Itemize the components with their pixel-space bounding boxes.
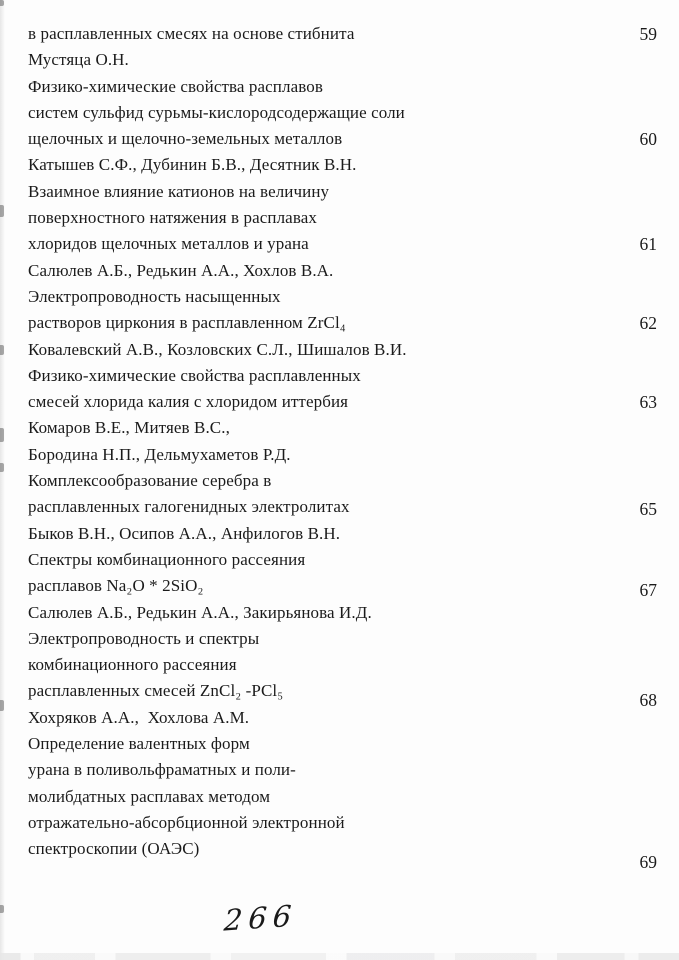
toc-entry-text: растворов циркония в расплавленном ZrCl₄ [28, 313, 346, 333]
scan-smudge [0, 463, 4, 472]
toc-row [28, 363, 657, 389]
toc-row [28, 74, 657, 100]
toc-row [28, 415, 657, 441]
table-of-contents [28, 21, 657, 873]
scan-smudge [0, 428, 4, 442]
toc-page-number: 65 [639, 499, 657, 520]
toc-row [28, 231, 657, 257]
toc-entry-text: Взаимное влияние катионов на величину [28, 181, 330, 201]
toc-row [28, 573, 657, 599]
handwritten-folio-number: 266 [222, 898, 299, 938]
scan-smudge [0, 700, 4, 711]
toc-row [28, 836, 657, 873]
toc-entry-text: отражательно-абсорбционной электронной [28, 812, 345, 832]
toc-entry-text: Салюлев А.Б., Редькин А.А., Хохлов В.А. [28, 260, 334, 280]
toc-entry-text: Физико-химические свойства расплавленных [28, 365, 361, 385]
toc-entry-text: молибдатных расплавах методом [28, 786, 271, 806]
toc-row [28, 468, 657, 494]
toc-page-number: 67 [639, 580, 657, 601]
toc-entry-text: поверхностного натяжения в расплавах [28, 208, 317, 228]
toc-row [28, 47, 657, 73]
toc-entry-text: Спектры комбинационного рассеяния [28, 549, 306, 569]
toc-page-number: 60 [639, 129, 657, 150]
toc-row [28, 705, 657, 731]
scan-smudge [0, 205, 4, 217]
toc-entry-text: смесей хлорида калия с хлоридом иттербия [28, 392, 349, 412]
toc-entry-text: Комаров В.Е., Митяев В.С., [28, 418, 230, 438]
toc-entry-text: расплавленных галогенидных электролитах [28, 497, 350, 517]
toc-row [28, 810, 657, 836]
toc-entry-text: в расплавленных смесях на основе стибнита [28, 24, 355, 43]
toc-row [28, 205, 657, 231]
toc-row [28, 547, 657, 573]
toc-row [28, 284, 657, 310]
toc-page-number: 68 [639, 690, 657, 711]
toc-entry-text: хлоридов щелочных металлов и урана [28, 234, 309, 254]
toc-entry-text: Ковалевский А.В., Козловских С.Л., Шишалов В.И. [28, 339, 407, 359]
toc-entry-text: систем сульфид сурьмы-кислородсодержащие соли [28, 102, 405, 122]
toc-entry-text: Определение валентных форм [28, 734, 250, 754]
toc-row [28, 600, 657, 626]
toc-entry-text: Комплексообразование серебра в [28, 471, 272, 491]
toc-row [28, 784, 657, 810]
toc-row [28, 678, 657, 711]
toc-row [28, 652, 657, 678]
scan-smudge [0, 0, 4, 6]
toc-entry-text: Физико-химические свойства расплавов [28, 76, 323, 96]
toc-page-number: 69 [639, 852, 657, 873]
toc-page-number: 62 [639, 313, 657, 334]
toc-row [28, 310, 657, 336]
toc-row [28, 179, 657, 205]
toc-page-number: 61 [639, 234, 657, 255]
toc-entry-text: Салюлев А.Б., Редькин А.А., Закирьянова И.Д. [28, 602, 372, 622]
scan-smudge [0, 345, 4, 355]
toc-row [28, 626, 657, 652]
toc-entry-text: Мустяца О.Н. [28, 50, 129, 70]
toc-row [28, 494, 657, 520]
toc-entry-text: Хохряков А.А., Хохлова А.М. [28, 707, 250, 727]
toc-page-number: 63 [639, 392, 657, 413]
scan-bottom-edge-artifact [0, 953, 679, 960]
toc-row [28, 757, 657, 783]
toc-entry-text: комбинационного рассеяния [28, 655, 237, 675]
toc-entry-text: Бородина Н.П., Дельмухаметов Р.Д. [28, 444, 291, 464]
toc-row [28, 442, 657, 468]
toc-entry-text: щелочных и щелочно-земельных металлов [28, 129, 343, 149]
toc-row [28, 258, 657, 284]
toc-entry-text: расплавов Na₂O * 2SiO₂ [28, 576, 204, 596]
toc-row [28, 337, 657, 363]
scan-smudge [0, 905, 4, 913]
toc-row [28, 521, 657, 547]
toc-entry-text: урана в поливольфраматных и поли- [28, 760, 296, 780]
toc-row [28, 152, 657, 178]
toc-entry-text: Быков В.Н., Осипов А.А., Анфилогов В.Н. [28, 523, 341, 543]
toc-row [28, 389, 657, 415]
toc-row [28, 21, 657, 47]
toc-entry-text: Катышев С.Ф., Дубинин Б.В., Десятник В.Н. [28, 155, 357, 175]
toc-entry-text: спектроскопии (ОАЭС) [28, 839, 200, 859]
toc-entry-text: расплавленных смесей ZnCl₂ -PCl₅ [28, 681, 284, 701]
toc-row [28, 126, 657, 152]
toc-entry-text: Электропроводность насыщенных [28, 286, 281, 306]
toc-row [28, 100, 657, 126]
toc-row [28, 731, 657, 757]
scan-left-edge-artifact [0, 0, 5, 960]
toc-page-number: 59 [639, 24, 657, 44]
toc-entry-text: Электропроводность и спектры [28, 628, 260, 648]
